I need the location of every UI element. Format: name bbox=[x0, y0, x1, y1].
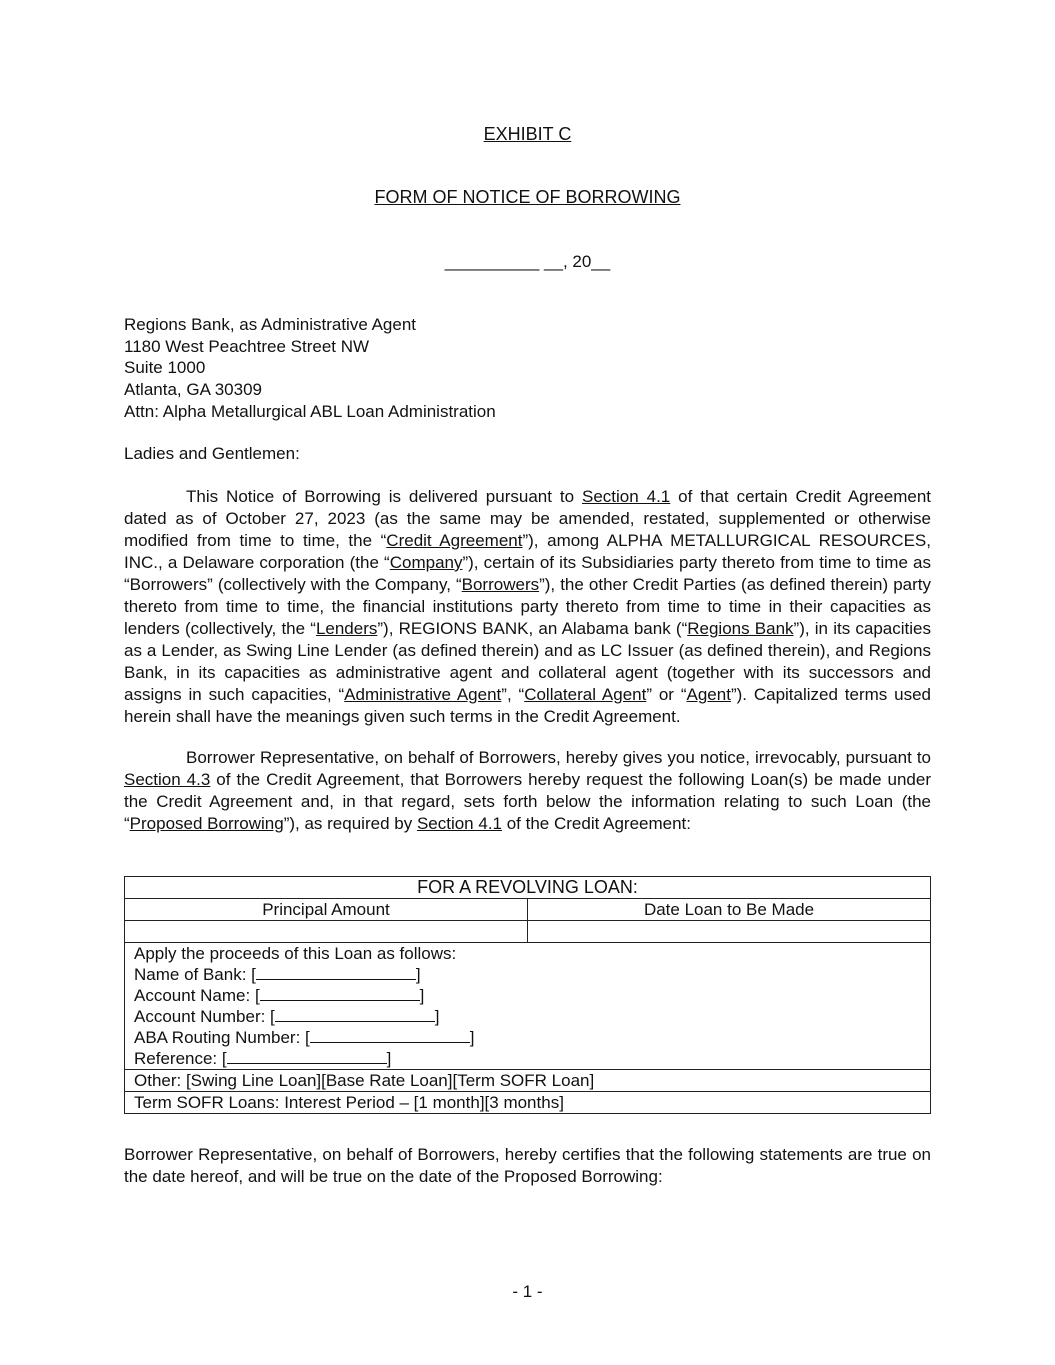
ref-section-4-3: Section 4.3 bbox=[124, 770, 211, 789]
revolving-loan-table bbox=[124, 876, 931, 1114]
aba-routing-field[interactable]: ABA Routing Number: [ ] bbox=[134, 1028, 475, 1047]
ref-section-4-1-b: Section 4.1 bbox=[416, 814, 502, 833]
ref-agent: Agent bbox=[686, 685, 731, 704]
apply-proceeds-heading: Apply the proceeds of this Loan as follows: bbox=[134, 944, 457, 963]
loan-table-title: FOR A REVOLVING LOAN: bbox=[125, 877, 931, 899]
ref-borrowers: Borrowers bbox=[461, 575, 540, 594]
ref-collateral-agent: Collateral Agent bbox=[524, 685, 647, 704]
paragraph-3: Borrower Representative, on behalf of Borrowers, hereby certifies that the following statements are true on the date hereof, and will be true on the date of the Proposed Borrowing: bbox=[124, 1145, 931, 1186]
ref-proposed-borrowing: Proposed Borrowing bbox=[129, 814, 284, 833]
date-loan-header: Date Loan to Be Made bbox=[528, 899, 931, 921]
bank-name-field[interactable]: Name of Bank: [ ] bbox=[134, 965, 421, 984]
address-line-5: Attn: Alpha Metallurgical ABL Loan Administration bbox=[124, 401, 496, 421]
date-line: __________ __, 20__ bbox=[444, 252, 611, 271]
paragraph-1: This Notice of Borrowing is delivered pursuant to Section 4.1 of that certain Credit Agreement dated as of October 27, 2023 (as the same may be amended, restated, supplemented or otherwise modified from time to time, the “Credit Agreement”), among ALPHA METALLURGICAL RESOURCES, INC., a Delaware corporation (the “Company”), certain of its Subsidiaries party thereto from time to time as “Borrowers” (collectively with the Company, “Borrowers”), the other Credit Parties (as defined therein) party thereto from time to time, the financial institutions party thereto from time to time in their capacities as lenders (collectively, the “Lenders”), REGIONS BANK, an Alabama bank (“Regions Bank”), in its capacities as a Lender, as Swing Line Lender (as defined therein) and as LC Issuer (as defined therein), and Regions Bank, in its capacities as administrative agent and collateral agent (together with its successors and assigns in such capacities, “Administrative Agent”, “Collateral Agent” or “Agent”). Capitalized terms used herein shall have the meanings given such terms in the Credit Agreement. bbox=[124, 487, 932, 726]
address-line-4: Atlanta, GA 30309 bbox=[124, 380, 262, 400]
form-title: FORM OF NOTICE OF BORROWING bbox=[374, 187, 681, 207]
reference-field[interactable]: Reference: [ ] bbox=[134, 1049, 392, 1068]
ref-regions-bank: Regions Bank bbox=[687, 619, 794, 638]
principal-amount-cell[interactable] bbox=[125, 921, 528, 943]
salutation: Ladies and Gentlemen: bbox=[124, 444, 300, 463]
other-loan-type-row: Other: [Swing Line Loan][Base Rate Loan][Term SOFR Loan] bbox=[125, 1070, 931, 1092]
ref-administrative-agent: Administrative Agent bbox=[344, 685, 502, 704]
address-line-1: Regions Bank, as Administrative Agent bbox=[124, 315, 416, 334]
date-loan-cell[interactable] bbox=[528, 921, 931, 943]
address-line-2: 1180 West Peachtree Street NW bbox=[124, 336, 370, 356]
sofr-interest-period-row: Term SOFR Loans: Interest Period – [1 month][3 months] bbox=[125, 1092, 931, 1114]
account-number-field[interactable]: Account Number: [ ] bbox=[134, 1007, 440, 1026]
exhibit-heading: EXHIBIT C bbox=[483, 124, 572, 144]
proceeds-instructions-cell bbox=[125, 943, 931, 1070]
principal-amount-header: Principal Amount bbox=[125, 899, 528, 921]
ref-lenders: Lenders bbox=[315, 619, 378, 638]
address-line-3: Suite 1000 bbox=[124, 358, 206, 378]
ref-credit-agreement: Credit Agreement bbox=[386, 531, 523, 550]
account-name-field[interactable]: Account Name: [ ] bbox=[134, 986, 425, 1005]
ref-section-4-1: Section 4.1 bbox=[582, 487, 671, 506]
address-block bbox=[124, 314, 496, 423]
paragraph-2: Borrower Representative, on behalf of Borrowers, hereby gives you notice, irrevocably, pursuant to Section 4.3 of the Credit Agreement, that Borrowers hereby request the following Loan(s) be made under the Credit Agreement and, in that regard, sets forth below the information relating to such Loan (the “Proposed Borrowing”), as required by Section 4.1 of the Credit Agreement: bbox=[124, 748, 932, 833]
ref-company: Company bbox=[389, 553, 463, 572]
page-number: - 1 - bbox=[512, 1282, 543, 1301]
